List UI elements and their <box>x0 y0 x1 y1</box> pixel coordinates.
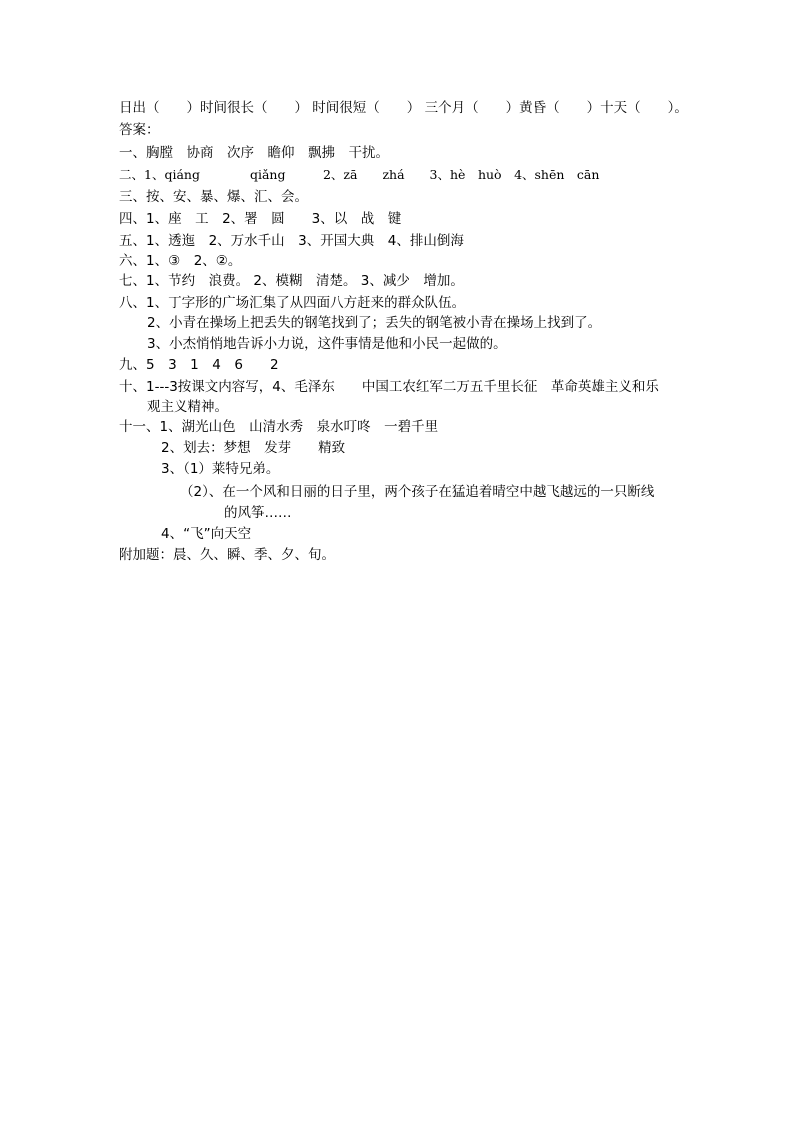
answer-line-10: 十、1---3按课文内容写，4、毛泽东 中国工农红军二万五千里长征 革命英雄主义和乐 <box>119 379 659 395</box>
answer-line-11-3: 3、（1）莱特兄弟。 <box>161 461 280 477</box>
answer-line-6: 六、1、③ 2、②。 <box>119 253 242 269</box>
answer-line-7: 七、1、节约 浪费。 2、模糊 清楚。 3、减少 增加。 <box>119 273 464 289</box>
answer-line-11-3b: （2）、在一个风和日丽的日子里，两个孩子在猛追着晴空中越飞越远的一只断线 <box>180 484 655 500</box>
answer-line-8-2: 2、小青在操场上把丢失的钢笔找到了；丢失的钢笔被小青在操场上找到了。 <box>147 315 602 331</box>
answer-line-5: 五、1、透迤 2、万水千山 3、开国大典 4、排山倒海 <box>119 233 464 249</box>
answer-heading: 答案： <box>119 122 160 138</box>
answer-line-11: 十一、1、湖光山色 山清水秀 泉水叮咚 一碧千里 <box>119 419 439 435</box>
answer-line-8: 八、1、丁字形的广场汇集了从四面八方赶来的群众队伍。 <box>119 295 466 311</box>
bonus-answer: 附加题：晨、久、瞬、季、夕、旬。 <box>119 547 335 563</box>
answer-line-1: 一、胸膛 协商 次序 瞻仰 飘拂 干扰。 <box>119 145 389 161</box>
answer-line-4: 四、1、座 工 2、署 圆 3、以 战 键 <box>119 211 402 227</box>
answer-line-11-2: 2、划去：梦想 发芽 精致 <box>161 440 346 456</box>
answer-line-2: 二、1、qiáng qiǎng 2、zā zhá 3、hè huò 4、shēn cān <box>119 167 600 182</box>
answer-line-11-3b-cont: 的风筝…… <box>224 505 292 521</box>
answer-line-10-cont: 观主义精神。 <box>147 399 228 415</box>
answer-line-3: 三、按、安、暴、爆、汇、会。 <box>119 189 308 205</box>
answer-line-9: 九、5 3 1 4 6 2 <box>119 357 279 373</box>
question-line: 日出（ ）时间很长（ ） 时间很短（ ） 三个月（ ）黄昏（ ）十天（ ）。 <box>119 100 688 116</box>
answer-line-8-3: 3、小杰悄悄地告诉小力说，这件事情是他和小民一起做的。 <box>147 336 507 352</box>
answer-line-11-4: 4、“飞”向天空 <box>161 526 252 542</box>
